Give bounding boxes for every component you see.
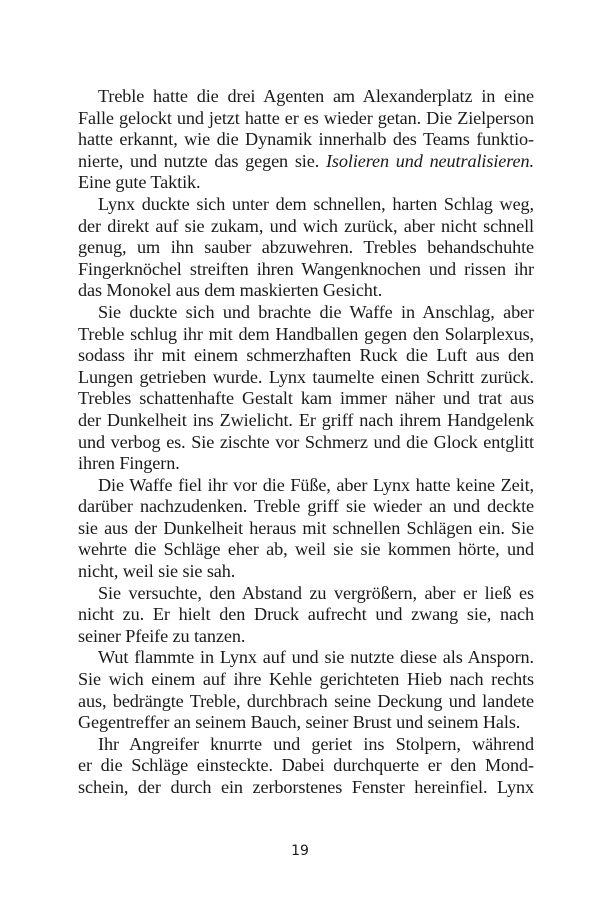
paragraph xyxy=(78,734,534,799)
text-line: das Monokel aus dem maskierten Gesicht. xyxy=(78,280,383,301)
text-line: Die Waffe fiel ihr vor die Füße, aber Lynx hatte keine Zeit, xyxy=(98,474,534,495)
text-line: Treble hatte die drei Agenten am Alexanderplatz in eine xyxy=(98,86,534,106)
text-line: Ihr Angreifer knurrte und geriet ins Stolpern, während xyxy=(98,733,534,754)
book-page-text xyxy=(78,86,534,799)
paragraph xyxy=(78,475,534,583)
text-line: Wut flammte in Lynx auf und sie nutzte diese als Ansporn. xyxy=(98,647,534,668)
text-line: Falle gelockt und jetzt hatte er es wieder getan. Die Zielperson xyxy=(78,107,534,128)
text-line: Treble schlug ihr mit dem Handballen gegen den Solarplexus, xyxy=(78,323,534,344)
text-line: Gegentreffer an seinem Bauch, seiner Brust und seinem Hals. xyxy=(78,712,521,733)
paragraph xyxy=(78,647,534,733)
paragraph xyxy=(78,302,534,475)
text-line: wehrte die Schläge eher ab, weil sie sie kommen hörte, und xyxy=(78,539,534,560)
text-line: Sie duckte sich und brachte die Waffe in Anschlag, aber xyxy=(98,301,534,322)
paragraph xyxy=(78,194,534,302)
text-line: Sie versuchte, den Abstand zu vergrößern, aber er ließ es xyxy=(98,582,534,603)
text-line: und verbog es. Sie zischte vor Schmerz und die Glock entglitt xyxy=(78,431,534,452)
text-line: seiner Pfeife zu tanzen. xyxy=(78,625,246,646)
text-line: Lungen getrieben wurde. Lynx taumelte einen Schritt zurück. xyxy=(78,366,534,387)
text-line: Eine gute Taktik. xyxy=(78,172,201,193)
text-line: aus, bedrängte Treble, durchbrach seine Deckung und landete xyxy=(78,690,534,711)
text-line: Lynx duckte sich unter dem schnellen, harten Schlag weg, xyxy=(98,193,534,214)
text-line: darüber nachzudenken. Treble griff sie wieder an und deckte xyxy=(78,496,534,517)
paragraph xyxy=(78,583,534,648)
text-line: der Dunkelheit ins Zwielicht. Er griff nach ihrem Handgelenk xyxy=(78,409,534,430)
text-line: Sie wich einem auf ihre Kehle gerichteten Hieb nach rechts xyxy=(78,669,534,690)
text-line: nicht, weil sie sie sah. xyxy=(78,561,236,582)
text-line: genug, um ihn sauber abzuwehren. Trebles behandschuhte xyxy=(78,237,534,258)
text-line: sodass ihr mit einem schmerzhaften Ruck die Luft aus den xyxy=(78,345,534,366)
text-line xyxy=(78,151,534,173)
text-line: der direkt auf sie zukam, und wich zurück, aber nicht schnell xyxy=(78,215,534,236)
paragraph xyxy=(78,86,534,194)
text-line: Fingerknöchel streiften ihren Wangenknochen und rissen ihr xyxy=(78,258,534,279)
text-line: schein, der durch ein zerborstenes Fenster hereinfiel. Lynx xyxy=(78,777,534,797)
text-line: sie aus der Dunkelheit heraus mit schnellen Schlägen ein. Sie xyxy=(78,517,534,538)
text-line: nicht zu. Er hielt den Druck aufrecht und zwang sie, nach xyxy=(78,604,534,625)
text-line: hatte erkannt, wie die Dynamik innerhalb des Teams funktio- xyxy=(78,129,534,150)
text-line: er die Schläge einsteckte. Dabei durchquerte er den Mond- xyxy=(78,755,534,776)
text-line: ihren Fingern. xyxy=(78,453,180,474)
text-span: nierte, und nutzte das gegen sie. xyxy=(78,150,326,171)
italic-emphasis: Isolieren und neutralisieren. xyxy=(325,150,534,171)
text-line: Trebles schattenhafte Gestalt kam immer näher und trat aus xyxy=(78,388,534,409)
page-number: 19 xyxy=(291,843,309,859)
